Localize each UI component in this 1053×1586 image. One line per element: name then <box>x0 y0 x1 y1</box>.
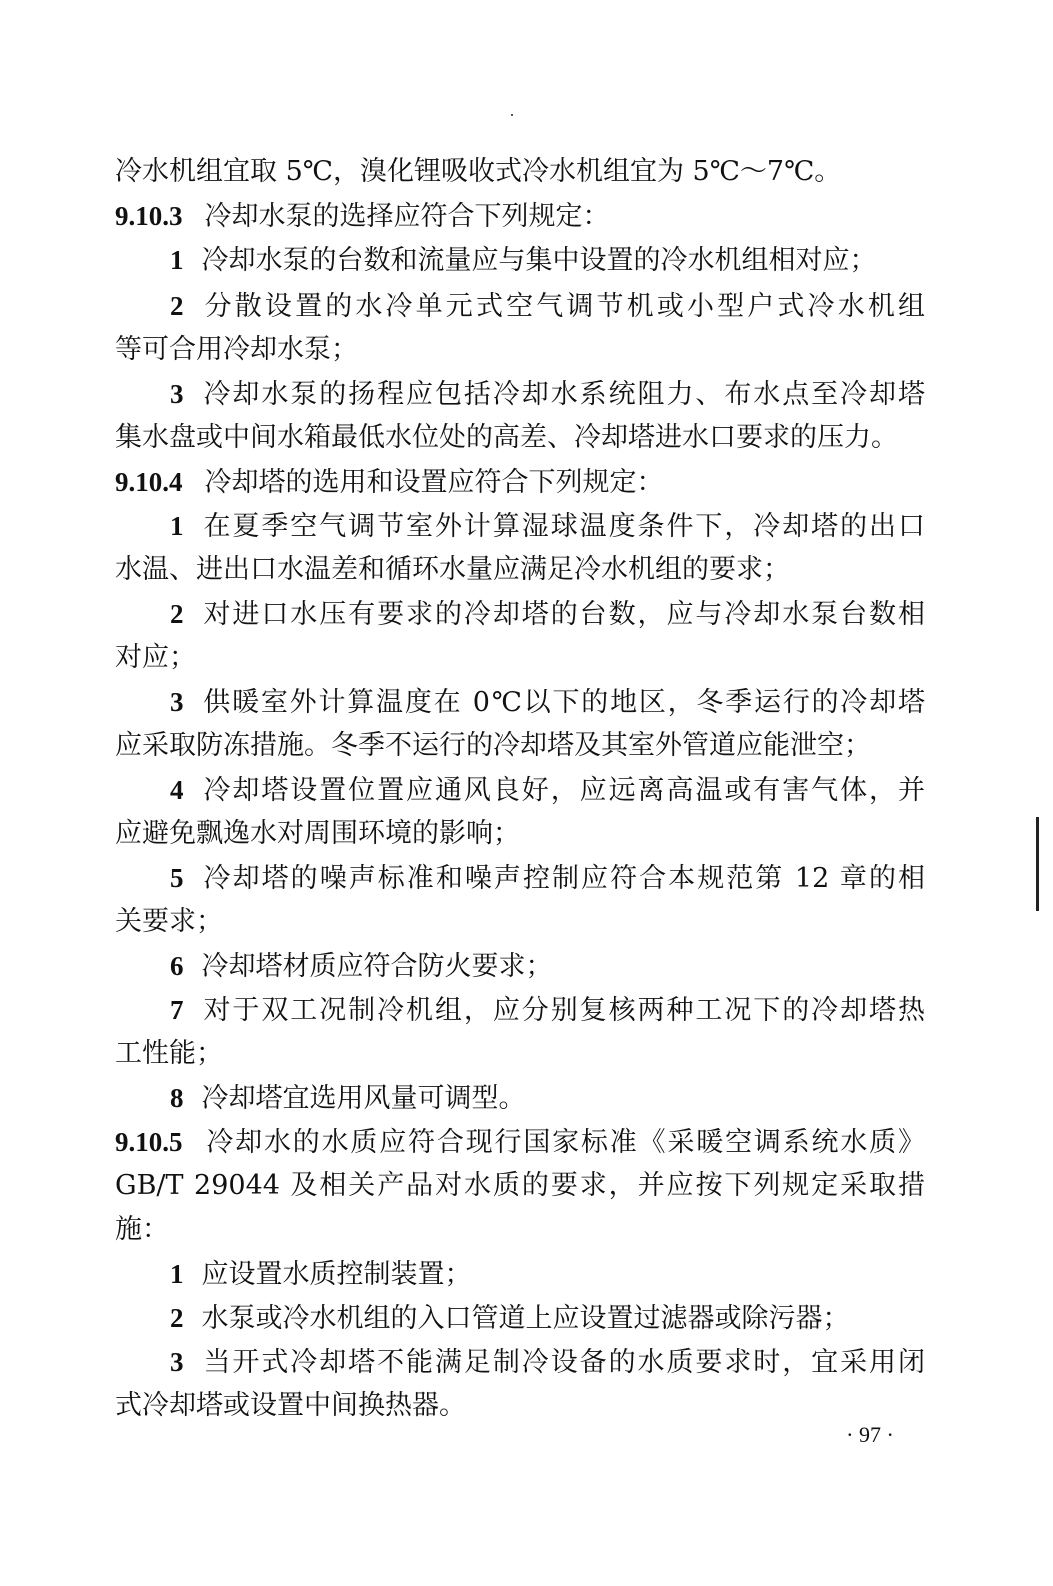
page-number: · 97 · <box>846 1422 894 1447</box>
list-item: 8 冷却塔宜选用风量可调型。 <box>170 1083 526 1114</box>
section-number: 9.10.3 <box>115 201 183 231</box>
item-number: 2 <box>170 291 184 321</box>
item-number: 2 <box>170 1303 184 1333</box>
text-line: 关要求； <box>115 906 223 937</box>
item-number: 4 <box>170 775 184 805</box>
list-item: 3 供暖室外计算温度在 0℃以下的地区，冬季运行的冷却塔 <box>170 687 925 718</box>
section-heading: 9.10.4 冷却塔的选用和设置应符合下列规定： <box>115 467 664 498</box>
item-number: 3 <box>170 379 184 409</box>
list-item: 5 冷却塔的噪声标准和噪声控制应符合本规范第 12 章的相 <box>170 863 925 894</box>
list-item: 6 冷却塔材质应符合防火要求； <box>170 951 553 982</box>
scan-edge-mark <box>1036 817 1039 911</box>
list-item: 3 冷却水泵的扬程应包括冷却水系统阻力、布水点至冷却塔 <box>170 379 925 410</box>
list-item: 7 对于双工况制冷机组，应分别复核两种工况下的冷却塔热 <box>170 995 925 1026</box>
item-number: 1 <box>170 245 184 275</box>
text-line: 施： <box>115 1214 169 1245</box>
item-number: 5 <box>170 863 184 893</box>
scan-speck <box>511 114 513 116</box>
list-item: 2 水泵或冷水机组的入口管道上应设置过滤器或除污器； <box>170 1303 850 1334</box>
item-number: 1 <box>170 1259 184 1289</box>
item-number: 1 <box>170 511 184 541</box>
list-item: 2 对进口水压有要求的冷却塔的台数，应与冷却水泵台数相 <box>170 599 925 630</box>
text-line: 对应； <box>115 642 196 673</box>
item-number: 6 <box>170 951 184 981</box>
list-item: 4 冷却塔设置位置应通风良好，应远离高温或有害气体，并 <box>170 775 925 806</box>
section-heading: 9.10.3 冷却水泵的选择应符合下列规定： <box>115 201 610 232</box>
item-number: 2 <box>170 599 184 629</box>
text-line: 冷水机组宜取 5℃，溴化锂吸收式冷水机组宜为 5℃～7℃。 <box>115 156 842 187</box>
item-number: 7 <box>170 995 184 1025</box>
text-line: 工性能； <box>115 1038 223 1069</box>
text-line: 式冷却塔或设置中间换热器。 <box>115 1390 466 1421</box>
section-number: 9.10.5 <box>115 1127 183 1157</box>
list-item: 1 应设置水质控制装置； <box>170 1259 472 1290</box>
text-line: 应采取防冻措施。冬季不运行的冷却塔及其室外管道应能泄空； <box>115 730 871 761</box>
item-number: 8 <box>170 1083 184 1113</box>
list-item: 1 在夏季空气调节室外计算湿球温度条件下，冷却塔的出口 <box>170 511 925 542</box>
text-line: 集水盘或中间水箱最低水位处的高差、冷却塔进水口要求的压力。 <box>115 422 898 453</box>
text-line: GB/T 29044 及相关产品对水质的要求，并应按下列规定采取措 <box>115 1170 925 1201</box>
item-number: 3 <box>170 1347 184 1377</box>
item-number: 3 <box>170 687 184 717</box>
section-heading: 9.10.5 冷却水的水质应符合现行国家标准《采暖空调系统水质》 <box>115 1127 925 1158</box>
section-number: 9.10.4 <box>115 467 183 497</box>
text-line: 应避免飘逸水对周围环境的影响； <box>115 818 520 849</box>
text-line: 水温、进出口水温差和循环水量应满足冷水机组的要求； <box>115 554 790 585</box>
list-item: 2 分散设置的水冷单元式空气调节机或小型户式冷水机组 <box>170 291 925 322</box>
list-item: 1 冷却水泵的台数和流量应与集中设置的冷水机组相对应； <box>170 245 877 276</box>
list-item: 3 当开式冷却塔不能满足制冷设备的水质要求时，宜采用闭 <box>170 1347 925 1378</box>
text-line: 等可合用冷却水泵； <box>115 334 358 365</box>
